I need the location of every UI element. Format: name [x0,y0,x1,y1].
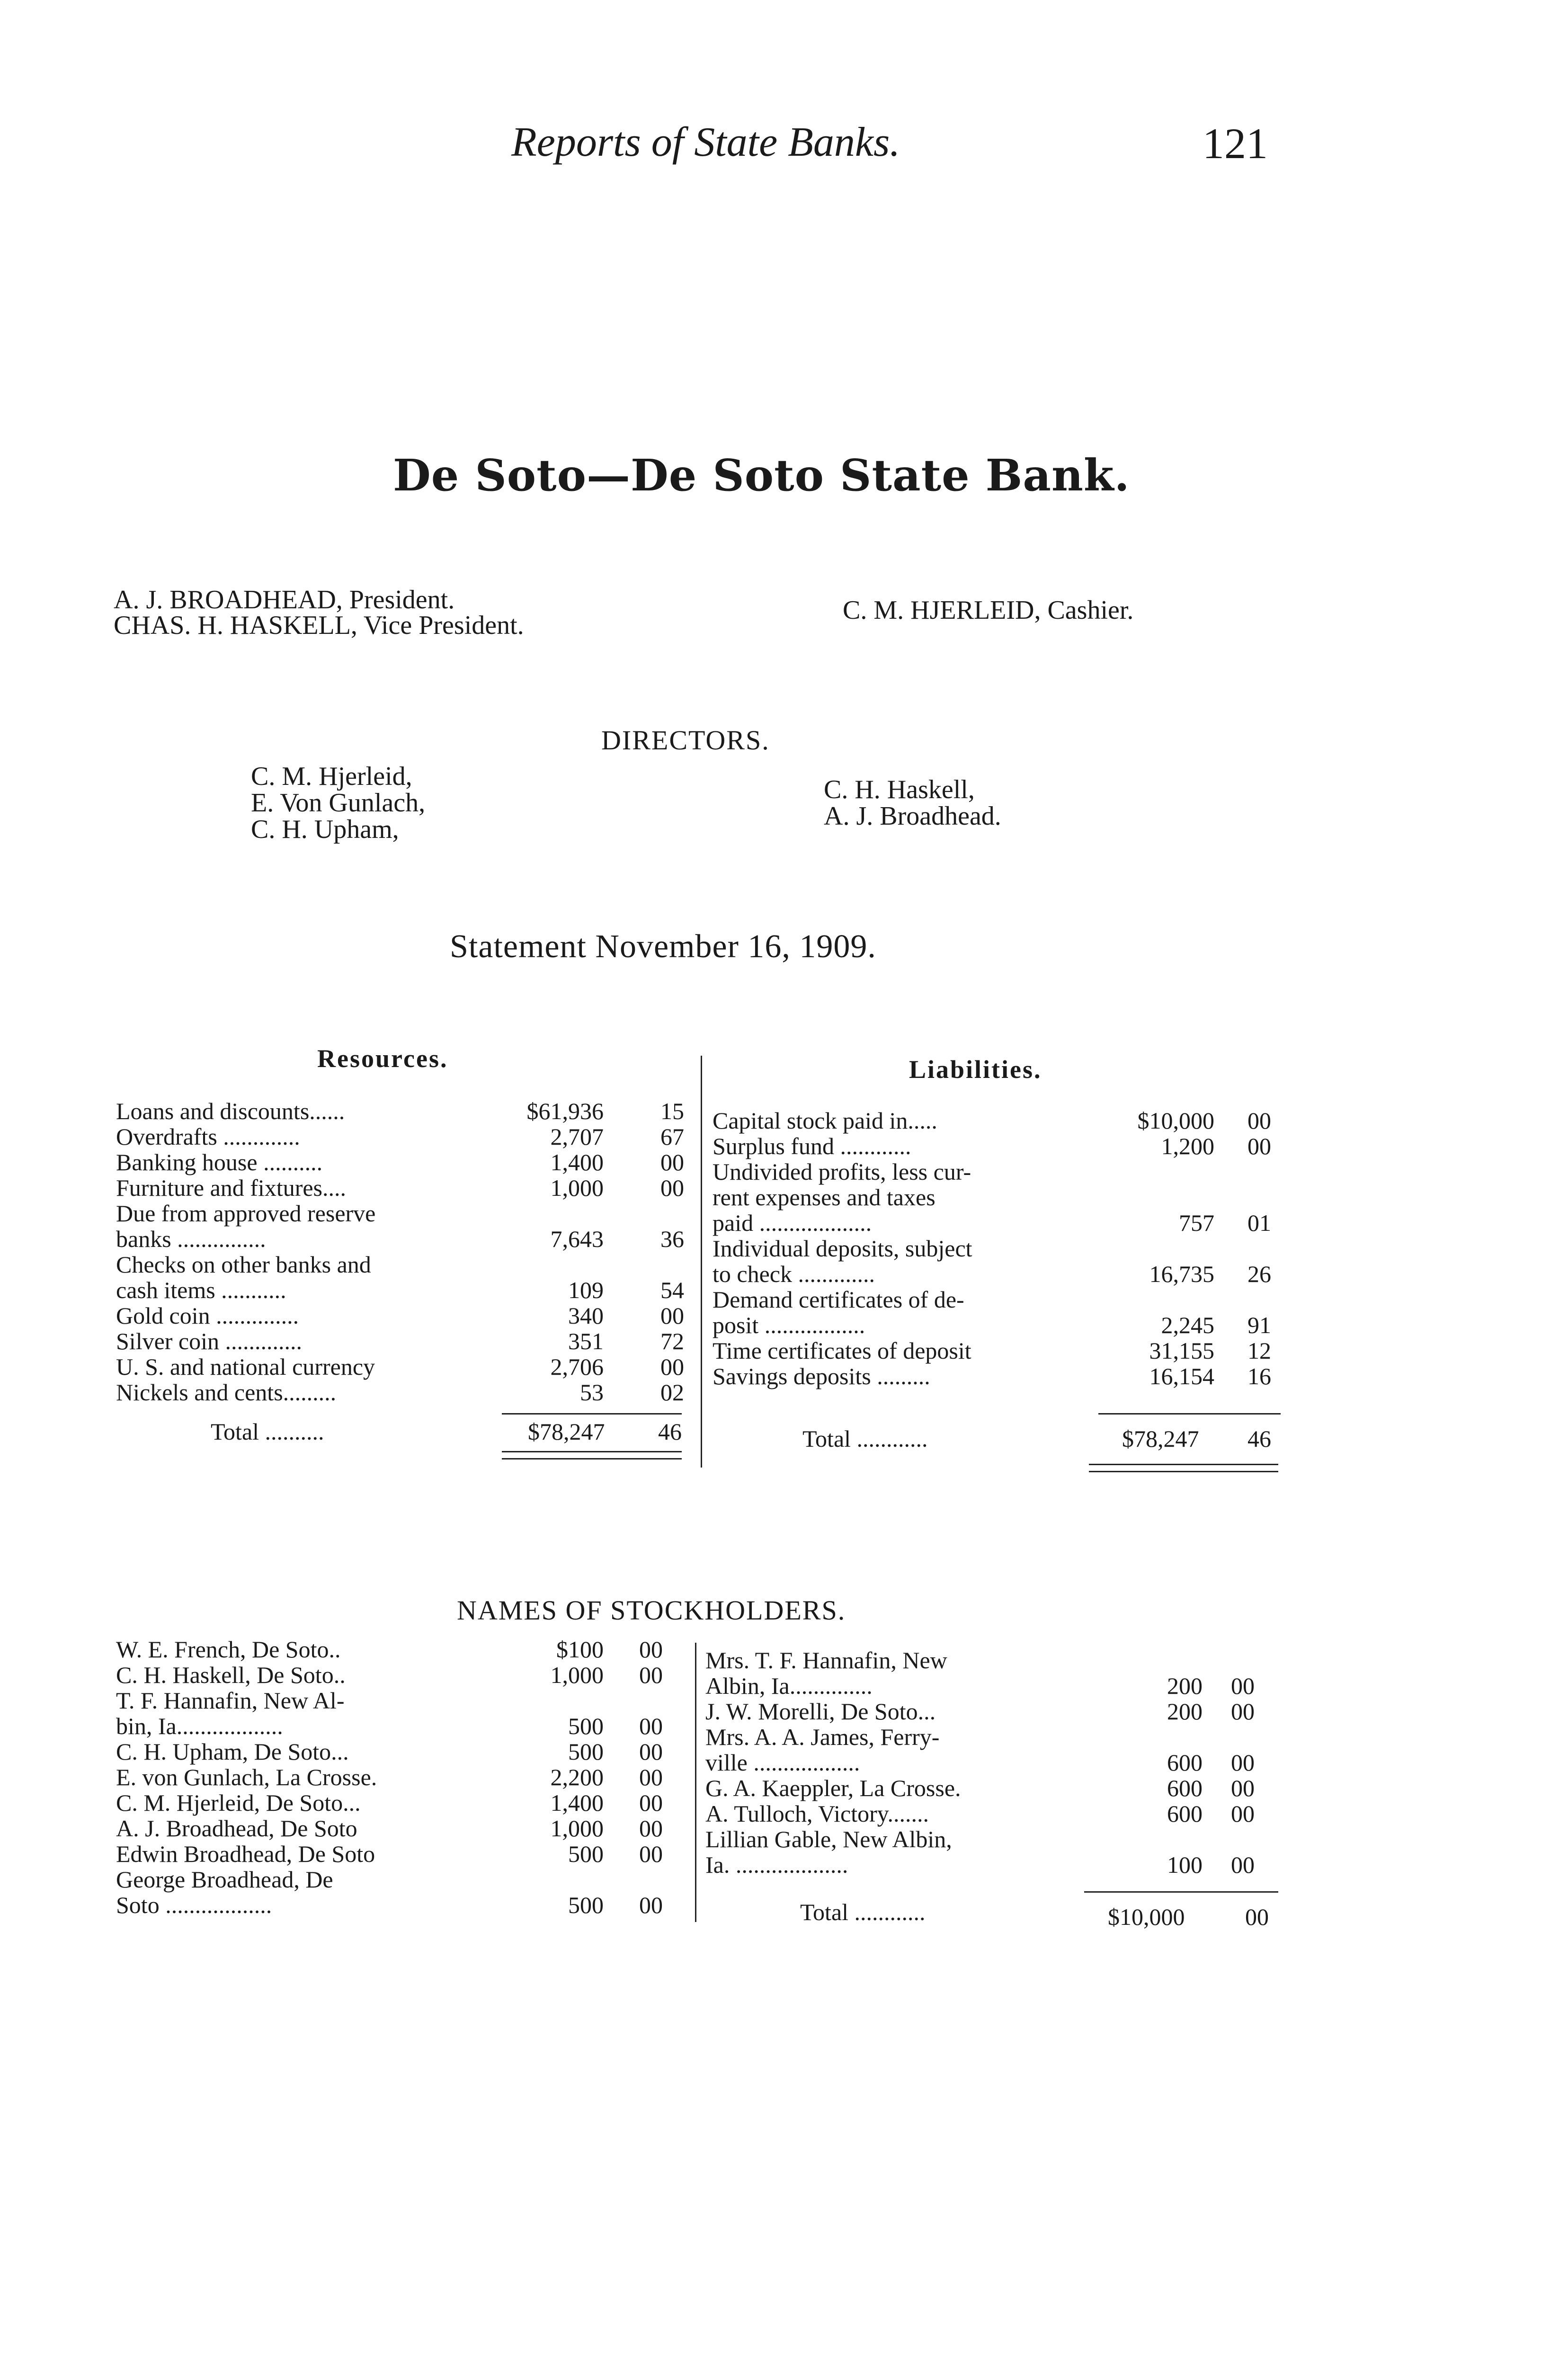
resources-double-rule [502,1458,682,1459]
table-row [713,1311,1300,1337]
table-row [705,1749,1297,1774]
row-dollars: 1,000 [550,1662,604,1688]
table-row [116,1763,689,1789]
row-dollars: 53 [580,1379,604,1406]
row-label: Mrs. T. F. Hannafin, New [705,1647,947,1673]
table-row [116,1840,689,1866]
row-dollars: 1,000 [550,1175,604,1201]
stockholders-total-rule [1084,1891,1278,1893]
row-label: Mrs. A. A. James, Ferry- [705,1724,940,1750]
table-row [116,1636,689,1661]
table-row [116,1302,703,1327]
row-label: C. M. Hjerleid, De Soto... [116,1789,361,1816]
table-row [705,1800,1297,1825]
officer-vice-president: CHAS. H. HASKELL, Vice President. [114,611,524,640]
row-label: Albin, Ia.............. [705,1673,873,1699]
table-row [713,1158,1300,1184]
row-label: ville .................. [705,1749,860,1776]
row-cents: 12 [1247,1337,1271,1364]
row-cents: 00 [660,1302,684,1329]
row-label: paid ................... [713,1210,872,1236]
row-dollars: 500 [568,1738,604,1765]
row-label: Banking house .......... [116,1149,323,1175]
row-cents: 00 [1247,1107,1271,1134]
officers-left [114,587,524,638]
table-row [713,1107,1300,1132]
liabilities-heading: Liabilities. [909,1055,1042,1084]
liabilities-total-label: Total ............ [802,1425,928,1452]
table-row [116,1327,703,1353]
row-cents: 00 [639,1764,663,1790]
table-row [116,1123,703,1148]
table-row [713,1362,1300,1388]
row-label: G. A. Kaeppler, La Crosse. [705,1775,961,1801]
table-row [713,1209,1300,1235]
liabilities-double-rule [1089,1464,1278,1465]
table-row [713,1337,1300,1362]
row-dollars: 1,200 [1161,1133,1214,1159]
row-cents: 91 [1247,1312,1271,1338]
statement-date: Statement November 16, 1909. [450,928,876,965]
row-label: U. S. and national currency [116,1353,375,1380]
row-cents: 00 [639,1713,663,1739]
liabilities-total-rule [1098,1413,1281,1415]
row-dollars: 16,154 [1149,1363,1214,1389]
row-cents: 54 [660,1277,684,1303]
row-cents: 00 [639,1815,663,1842]
row-cents: 00 [1231,1851,1255,1878]
row-label: banks ............... [116,1226,266,1252]
row-label: to check ............. [713,1261,875,1287]
row-label: rent expenses and taxes [713,1184,935,1210]
row-dollars: 200 [1167,1698,1203,1725]
row-cents: 00 [1231,1775,1255,1801]
table-row [116,1200,703,1225]
row-dollars: 500 [568,1841,604,1867]
stockholders-total-cents: 00 [1245,1904,1269,1930]
row-cents: 00 [1231,1673,1255,1699]
row-cents: 00 [639,1738,663,1765]
table-row [116,1379,703,1404]
row-cents: 15 [660,1098,684,1124]
directors-right [824,776,1001,829]
row-label: cash items ........... [116,1277,286,1303]
resources-double-rule [502,1451,682,1452]
row-label: Undivided profits, less cur- [713,1158,971,1185]
row-cents: 16 [1247,1363,1271,1389]
director-name: C. H. Haskell, [824,775,975,804]
row-label: Ia. ................... [705,1851,848,1878]
table-row [116,1738,689,1763]
resources-total-rule [502,1413,682,1415]
table-row [705,1672,1297,1698]
table-row [705,1646,1297,1672]
stockholders-left-list [116,1636,689,1917]
row-dollars: 2,707 [550,1123,604,1150]
table-row [705,1698,1297,1723]
row-label: George Broadhead, De [116,1866,333,1893]
row-label: Silver coin ............. [116,1328,303,1354]
table-row [116,1276,703,1302]
stockholders-total-dollars: $10,000 [1108,1904,1185,1930]
row-label: A. Tulloch, Victory....... [705,1800,929,1827]
row-cents: 00 [639,1789,663,1816]
row-label: Furniture and fixtures.... [116,1175,347,1201]
row-dollars: 31,155 [1149,1337,1214,1364]
row-label: Savings deposits ......... [713,1363,930,1389]
row-cents: 00 [639,1841,663,1867]
row-dollars: 500 [568,1713,604,1739]
row-cents: 00 [1247,1133,1271,1159]
table-row [116,1097,703,1123]
resources-table [116,1097,703,1404]
liabilities-table [713,1107,1300,1388]
row-label: Surplus fund ............ [713,1133,911,1159]
row-label: Demand certificates of de- [713,1286,964,1313]
row-label: J. W. Morelli, De Soto... [705,1698,936,1725]
resources-total-cents: 46 [658,1418,682,1445]
resources-total-label: Total .......... [211,1418,324,1445]
table-row [116,1251,703,1276]
table-row [116,1687,689,1712]
row-dollars: 1,000 [550,1815,604,1842]
stockholders-column-divider [695,1643,696,1922]
row-dollars: 600 [1167,1775,1203,1801]
table-row [713,1132,1300,1158]
table-row [116,1661,689,1687]
bank-title: De Soto—De Soto State Bank. [393,450,1130,501]
row-label: W. E. French, De Soto.. [116,1636,341,1663]
row-dollars: $10,000 [1137,1107,1214,1134]
table-row [116,1148,703,1174]
row-cents: 00 [660,1175,684,1201]
row-label: Capital stock paid in..... [713,1107,937,1134]
table-row [713,1235,1300,1260]
table-row [116,1891,689,1917]
resources-total-dollars: $78,247 [528,1418,605,1445]
row-cents: 00 [639,1892,663,1918]
table-row [713,1184,1300,1209]
row-dollars: 500 [568,1892,604,1918]
row-cents: 00 [1231,1698,1255,1725]
row-label: Gold coin .............. [116,1302,299,1329]
row-dollars: 2,706 [550,1353,604,1380]
table-row [705,1825,1297,1851]
director-name: E. Von Gunlach, [251,788,426,818]
row-label: Loans and discounts...... [116,1098,345,1124]
liabilities-total-dollars: $78,247 [1122,1425,1199,1452]
row-cents: 00 [1231,1749,1255,1776]
row-cents: 36 [660,1226,684,1252]
row-cents: 00 [639,1662,663,1688]
row-label: Lillian Gable, New Albin, [705,1826,952,1852]
officer-cashier: C. M. HJERLEID, Cashier. [843,596,1134,625]
row-label: Edwin Broadhead, De Soto [116,1841,375,1867]
row-dollars: 200 [1167,1673,1203,1699]
row-dollars: $61,936 [526,1098,604,1124]
resources-heading: Resources. [317,1044,448,1073]
table-row [116,1815,689,1840]
row-cents: 26 [1247,1261,1271,1287]
row-cents: 02 [660,1379,684,1406]
row-cents: 01 [1247,1210,1271,1236]
row-label: Due from approved reserve [116,1200,376,1227]
row-dollars: 340 [568,1302,604,1329]
row-dollars: 351 [568,1328,604,1354]
stockholders-heading: NAMES OF STOCKHOLDERS. [457,1595,846,1626]
liabilities-double-rule [1089,1471,1278,1472]
row-dollars: 1,400 [550,1149,604,1175]
officer-president: A. J. BROADHEAD, President. [114,585,455,614]
row-cents: 72 [660,1328,684,1354]
row-dollars: $100 [556,1636,604,1663]
row-dollars: 16,735 [1149,1261,1214,1287]
table-row [116,1353,703,1379]
row-dollars: 100 [1167,1851,1203,1878]
row-dollars: 600 [1167,1800,1203,1827]
row-label: E. von Gunlach, La Crosse. [116,1764,377,1790]
row-label: posit ................. [713,1312,865,1338]
table-row [116,1866,689,1891]
row-dollars: 7,643 [550,1226,604,1252]
row-dollars: 109 [568,1277,604,1303]
stockholders-total-label: Total ............ [800,1899,926,1925]
row-label: C. H. Haskell, De Soto.. [116,1662,346,1688]
row-label: Individual deposits, subject [713,1235,972,1262]
row-label: Checks on other banks and [116,1251,371,1278]
row-cents: 00 [660,1353,684,1380]
table-row [705,1851,1297,1877]
row-dollars: 1,400 [550,1789,604,1816]
row-cents: 67 [660,1123,684,1150]
director-name: A. J. Broadhead. [824,801,1001,831]
table-row [116,1174,703,1200]
table-row [116,1225,703,1251]
table-row [713,1286,1300,1311]
row-label: Overdrafts ............. [116,1123,300,1150]
row-dollars: 600 [1167,1749,1203,1776]
row-dollars: 757 [1179,1210,1214,1236]
row-label: Time certificates of deposit [713,1337,971,1364]
row-label: bin, Ia.................. [116,1713,283,1739]
row-cents: 00 [639,1636,663,1663]
stockholders-right-list [705,1646,1297,1877]
directors-heading: DIRECTORS. [601,725,770,756]
director-name: C. H. Upham, [251,815,399,844]
row-cents: 00 [660,1149,684,1175]
table-row [116,1712,689,1738]
row-label: A. J. Broadhead, De Soto [116,1815,357,1842]
row-cents: 00 [1231,1800,1255,1827]
table-row [116,1789,689,1815]
row-label: Soto .................. [116,1892,272,1918]
row-dollars: 2,200 [550,1764,604,1790]
row-label: C. H. Upham, De Soto... [116,1738,349,1765]
page-number: 121 [1203,119,1268,168]
director-name: C. M. Hjerleid, [251,762,412,791]
row-label: Nickels and cents......... [116,1379,337,1406]
table-row [705,1774,1297,1800]
running-title: Reports of State Banks. [511,119,900,165]
table-row [705,1723,1297,1749]
directors-left [251,763,425,843]
liabilities-total-cents: 46 [1247,1425,1271,1452]
row-label: T. F. Hannafin, New Al- [116,1687,345,1714]
table-row [713,1260,1300,1286]
row-dollars: 2,245 [1161,1312,1214,1338]
